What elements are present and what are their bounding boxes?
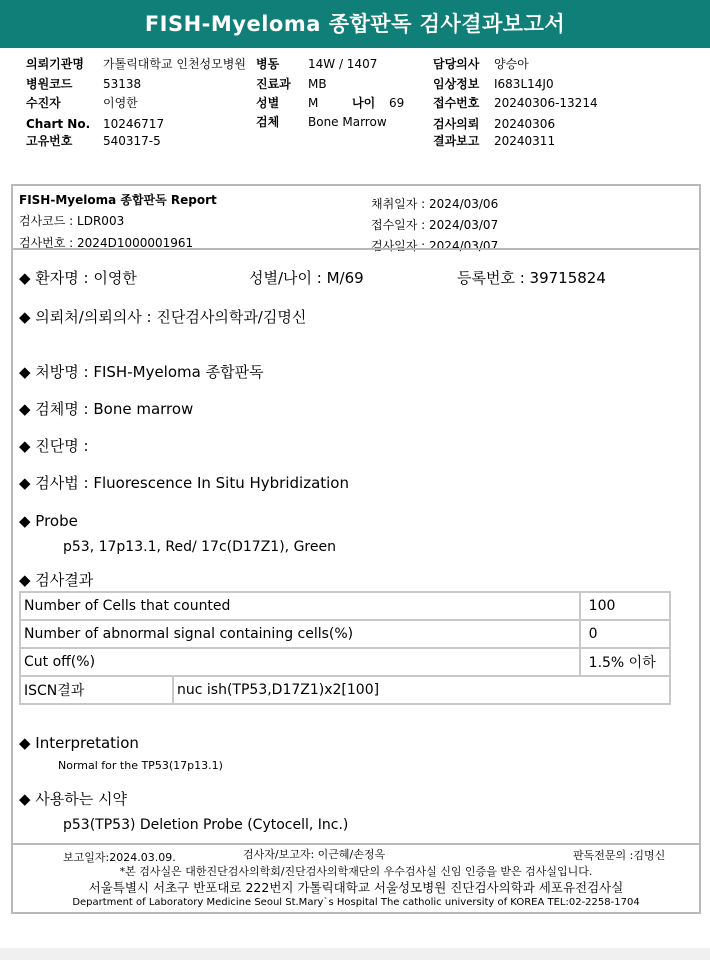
table-row	[20, 592, 670, 620]
test-code: 검사코드 : LDR003	[19, 214, 125, 228]
value-receipt-no: 20240306-13214	[494, 96, 598, 110]
table-row	[20, 676, 670, 704]
label-chart-no: Chart No.	[26, 117, 91, 131]
specimen-name: ◆ 검체명 : Bone marrow	[19, 400, 194, 418]
test-date: 검사일자 : 2024/03/07	[371, 239, 499, 253]
lab-address: 서울특별시 서초구 반포대로 222번지 가톨릭대학교 서울성모병원 진단검사의학과 세포유전검사실	[88, 880, 624, 895]
value-department: MB	[308, 77, 327, 91]
results-table	[19, 591, 671, 705]
result-value: 100	[580, 592, 670, 620]
department-contact: Department of Laboratory Medicine Seoul St.Mary`s Hospital The catholic university of KOREA TEL:02-2258-1704	[72, 897, 640, 908]
label-test-request: 검사의뢰	[433, 117, 480, 131]
probe-text: p53, 17p13.1, Red/ 17c(D17Z1), Green	[63, 539, 336, 555]
value-clinical-info: I683L14J0	[494, 77, 554, 91]
test-method: ◆ 검사법 : Fluorescence In Situ Hybridization	[19, 474, 349, 492]
probe-heading: ◆ Probe	[19, 512, 78, 530]
label-attending-doctor: 담당의사	[433, 57, 480, 71]
value-examinee: 이영한	[103, 96, 138, 110]
result-label: Number of abnormal signal containing cells(%)	[20, 620, 580, 648]
reagent-text: p53(TP53) Deletion Probe (Cytocell, Inc.)	[63, 817, 349, 833]
patient-name: ◆ 환자명 : 이영한	[19, 269, 137, 287]
page-bottom-strip	[0, 948, 710, 960]
label-department: 진료과	[256, 77, 291, 91]
result-label: Number of Cells that counted	[20, 592, 580, 620]
reading-specialist: 판독전문의 :김명신	[573, 849, 666, 862]
result-value: 0	[580, 620, 670, 648]
iscn-value: nuc ish(TP53,D17Z1)x2[100]	[173, 676, 670, 704]
value-age: 69	[389, 96, 405, 110]
result-value: 1.5% 이하	[580, 648, 670, 676]
label-requesting-institution: 의뢰기관명	[26, 57, 84, 71]
value-hospital-code: 53138	[103, 77, 142, 91]
report-date: 보고일자:2024.03.09.	[63, 851, 176, 864]
referral-doctor: ◆ 의뢰처/의뢰의사 : 진단검사의학과/김명신	[19, 308, 307, 326]
value-unique-no: 540317-5	[103, 134, 161, 148]
label-unique-no: 고유번호	[26, 134, 73, 148]
top-divider	[13, 248, 699, 250]
value-ward: 14W / 1407	[308, 57, 378, 71]
prescription-name: ◆ 처방명 : FISH-Myeloma 종합판독	[19, 363, 264, 381]
bottom-divider	[13, 843, 699, 845]
report-title-banner: FISH-Myeloma 종합판독 검사결과보고서	[0, 0, 710, 48]
diagnosis: ◆ 진단명 :	[19, 437, 89, 455]
results-heading: ◆ 검사결과	[19, 571, 94, 589]
table-row	[20, 620, 670, 648]
interpretation-heading: ◆ Interpretation	[19, 734, 139, 752]
label-age: 나이	[352, 96, 376, 110]
label-examinee: 수진자	[26, 96, 61, 110]
label-clinical-info: 임상정보	[433, 77, 480, 91]
report-box	[11, 184, 701, 914]
registration-number: 등록번호 : 39715824	[457, 269, 606, 287]
reagent-heading: ◆ 사용하는 시약	[19, 790, 128, 808]
report-heading: FISH-Myeloma 종합판독 Report	[19, 193, 217, 207]
label-specimen: 검체	[256, 115, 280, 129]
value-chart-no: 10246717	[103, 117, 165, 131]
collection-date: 채취일자 : 2024/03/06	[371, 197, 499, 211]
value-requesting-institution: 가톨릭대학교 인천성모병원	[103, 57, 246, 71]
label-hospital-code: 병원코드	[26, 77, 73, 91]
value-result-report: 20240311	[494, 134, 556, 148]
label-sex: 성별	[256, 96, 280, 110]
value-attending-doctor: 양승아	[494, 57, 529, 71]
receipt-date: 접수일자 : 2024/03/07	[371, 218, 499, 232]
examiner-reporter: 검사자/보고자: 이근혜/손정옥	[243, 848, 386, 861]
result-label: Cut off(%)	[20, 648, 580, 676]
label-ward: 병동	[256, 57, 280, 71]
table-row	[20, 648, 670, 676]
value-specimen: Bone Marrow	[308, 115, 387, 129]
test-number: 검사번호 : 2024D1000001961	[19, 236, 194, 250]
value-sex: M	[308, 96, 319, 110]
label-receipt-no: 접수번호	[433, 96, 480, 110]
label-result-report: 결과보고	[433, 134, 480, 148]
value-test-request: 20240306	[494, 117, 556, 131]
iscn-label: ISCN결과	[20, 676, 173, 704]
interpretation-text: Normal for the TP53(17p13.1)	[58, 759, 223, 772]
sex-age: 성별/나이 : M/69	[249, 269, 364, 287]
certification-notice: *본 검사실은 대한진단검사의학회/진단검사의학재단의 우수검사실 신임 인증을 받은 검사실입니다.	[119, 865, 593, 878]
